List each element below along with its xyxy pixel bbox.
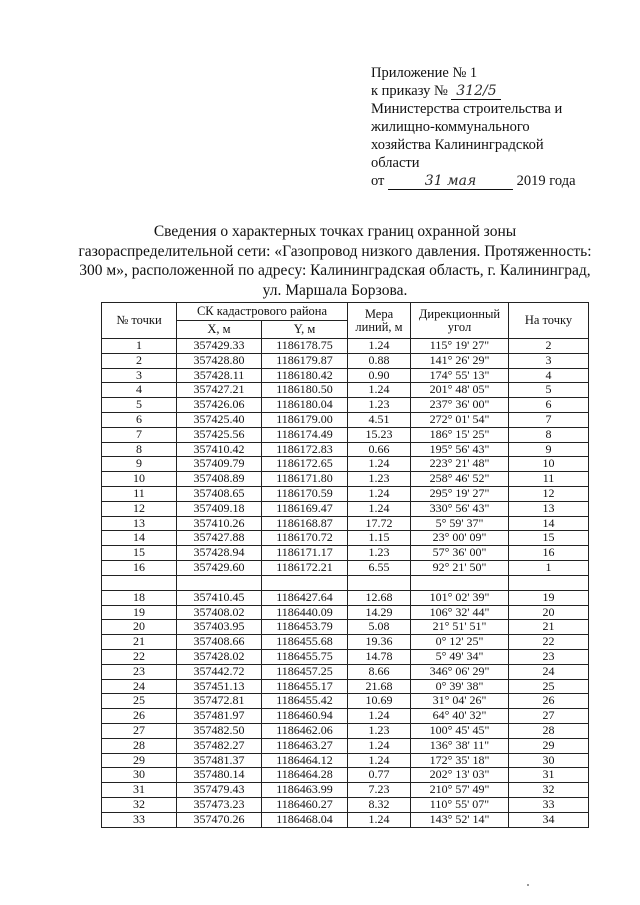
cell-measure: 1.24: [348, 501, 411, 516]
cell-y: [262, 575, 348, 590]
cell-direction: 106° 32' 44": [411, 605, 509, 620]
cell-x: 357425.56: [177, 427, 262, 442]
heading-line-2: газораспределительной сети: «Газопровод низкого давления. Протяженность:: [78, 242, 592, 260]
cell-point: 5: [102, 398, 177, 413]
cell-x: 357403.95: [177, 620, 262, 635]
table-row: [102, 649, 589, 664]
cell-direction: 141° 26' 29": [411, 353, 509, 368]
cell-measure: 1.24: [348, 753, 411, 768]
cell-y: 1186460.27: [262, 797, 348, 812]
header-to-point: На точку: [509, 303, 589, 339]
cell-y: 1186440.09: [262, 605, 348, 620]
cell-to-point: 8: [509, 427, 589, 442]
cell-to-point: 10: [509, 457, 589, 472]
cell-direction: 201° 48' 05": [411, 383, 509, 398]
cell-to-point: 28: [509, 723, 589, 738]
cell-y: 1186171.80: [262, 472, 348, 487]
cell-to-point: 6: [509, 398, 589, 413]
cell-x: 357427.21: [177, 383, 262, 398]
cell-to-point: 5: [509, 383, 589, 398]
table-row: [102, 635, 589, 650]
table-row: [102, 797, 589, 812]
cell-x: 357428.80: [177, 353, 262, 368]
cell-x: 357408.89: [177, 472, 262, 487]
cell-to-point: 21: [509, 620, 589, 635]
cell-measure: 17.72: [348, 516, 411, 531]
table-body: [102, 339, 589, 828]
cell-x: 357428.02: [177, 649, 262, 664]
table-row: [102, 442, 589, 457]
cell-point: 4: [102, 383, 177, 398]
cell-to-point: 19: [509, 590, 589, 605]
cell-point: 3: [102, 368, 177, 383]
cell-x: [177, 575, 262, 590]
cell-point: 12: [102, 501, 177, 516]
cell-y: 1186170.72: [262, 531, 348, 546]
ministry-line-4: области: [371, 155, 420, 171]
cell-x: 357409.79: [177, 457, 262, 472]
cell-y: 1186178.75: [262, 339, 348, 354]
table-row: [102, 531, 589, 546]
table-row: [102, 501, 589, 516]
cell-y: 1186455.42: [262, 694, 348, 709]
cell-measure: 15.23: [348, 427, 411, 442]
cell-point: 13: [102, 516, 177, 531]
cell-to-point: 27: [509, 709, 589, 724]
cell-x: 357481.37: [177, 753, 262, 768]
cell-direction: 92° 21' 50": [411, 560, 509, 575]
cell-x: 357482.50: [177, 723, 262, 738]
cell-measure: 1.24: [348, 738, 411, 753]
cell-point: 15: [102, 546, 177, 561]
cell-point: 30: [102, 768, 177, 783]
cell-measure: 6.55: [348, 560, 411, 575]
cell-point: 10: [102, 472, 177, 487]
table-row: [102, 709, 589, 724]
cell-direction: 57° 36' 00": [411, 546, 509, 561]
cell-x: 357425.40: [177, 412, 262, 427]
cell-point: 33: [102, 812, 177, 827]
header-y: Y, м: [262, 321, 348, 339]
table-row: [102, 768, 589, 783]
scan-speck: [527, 884, 529, 886]
cell-to-point: 31: [509, 768, 589, 783]
table-row: [102, 368, 589, 383]
cell-to-point: 29: [509, 738, 589, 753]
cell-x: 357428.94: [177, 546, 262, 561]
cell-to-point: 12: [509, 486, 589, 501]
cell-direction: 223° 21' 48": [411, 457, 509, 472]
cell-y: 1186169.47: [262, 501, 348, 516]
cell-to-point: 3: [509, 353, 589, 368]
heading-line-3: 300 м», расположенной по адресу: Калининградская область, г. Калининград,: [79, 262, 591, 279]
cell-point: 16: [102, 560, 177, 575]
table-row: [102, 723, 589, 738]
heading-line-4: ул. Маршала Борзова.: [262, 281, 408, 299]
cell-x: 357482.27: [177, 738, 262, 753]
cell-point: 1: [102, 339, 177, 354]
cell-measure: 0.90: [348, 368, 411, 383]
table-row: [102, 664, 589, 679]
cell-to-point: 4: [509, 368, 589, 383]
appendix-block: [371, 64, 611, 190]
cell-to-point: 2: [509, 339, 589, 354]
cell-measure: 21.68: [348, 679, 411, 694]
cell-x: 357429.60: [177, 560, 262, 575]
table-row: [102, 412, 589, 427]
cell-y: 1186180.42: [262, 368, 348, 383]
cell-to-point: 1: [509, 560, 589, 575]
cell-measure: 8.32: [348, 797, 411, 812]
cell-x: 357410.42: [177, 442, 262, 457]
cell-direction: 172° 35' 18": [411, 753, 509, 768]
cell-direction: 5° 49' 34": [411, 649, 509, 664]
cell-y: 1186180.04: [262, 398, 348, 413]
table-row: [102, 590, 589, 605]
cell-y: 1186468.04: [262, 812, 348, 827]
table-row: [102, 383, 589, 398]
cell-y: 1186455.75: [262, 649, 348, 664]
cell-measure: 14.78: [348, 649, 411, 664]
cell-measure: 10.69: [348, 694, 411, 709]
cell-direction: 295° 19' 27": [411, 486, 509, 501]
cell-to-point: 25: [509, 679, 589, 694]
cell-x: 357410.45: [177, 590, 262, 605]
cell-to-point: 11: [509, 472, 589, 487]
cell-direction: 31° 04' 26": [411, 694, 509, 709]
cell-measure: 8.66: [348, 664, 411, 679]
cell-to-point: 7: [509, 412, 589, 427]
cell-measure: 1.23: [348, 472, 411, 487]
boundary-points-table: [101, 302, 589, 828]
table-row: [102, 472, 589, 487]
cell-measure: 0.66: [348, 442, 411, 457]
cell-measure: 1.15: [348, 531, 411, 546]
cell-measure: 1.24: [348, 339, 411, 354]
cell-point: 11: [102, 486, 177, 501]
cell-point: 26: [102, 709, 177, 724]
cell-to-point: 13: [509, 501, 589, 516]
cell-measure: 4.51: [348, 412, 411, 427]
table-row: [102, 516, 589, 531]
cell-direction: 23° 00' 09": [411, 531, 509, 546]
cell-y: 1186460.94: [262, 709, 348, 724]
cell-x: 357481.97: [177, 709, 262, 724]
cell-x: 357473.23: [177, 797, 262, 812]
table-row: [102, 620, 589, 635]
cell-point: 14: [102, 531, 177, 546]
cell-to-point: 24: [509, 664, 589, 679]
cell-direction: 100° 45' 45": [411, 723, 509, 738]
cell-y: 1186462.06: [262, 723, 348, 738]
cell-point: [102, 575, 177, 590]
cell-direction: 64° 40' 32": [411, 709, 509, 724]
cell-y: 1186463.99: [262, 783, 348, 798]
cell-direction: 186° 15' 25": [411, 427, 509, 442]
table-row: [102, 753, 589, 768]
cell-x: 357428.11: [177, 368, 262, 383]
cell-to-point: 32: [509, 783, 589, 798]
cell-y: 1186427.64: [262, 590, 348, 605]
cell-direction: 5° 59' 37": [411, 516, 509, 531]
cell-measure: 1.24: [348, 709, 411, 724]
cell-direction: 210° 57' 49": [411, 783, 509, 798]
cell-to-point: 14: [509, 516, 589, 531]
cell-x: 357427.88: [177, 531, 262, 546]
cell-point: 27: [102, 723, 177, 738]
order-prefix: к приказу №: [371, 83, 448, 99]
appendix-title: Приложение № 1: [371, 65, 478, 81]
cell-to-point: 9: [509, 442, 589, 457]
cell-direction: 101° 02' 39": [411, 590, 509, 605]
cell-measure: 5.08: [348, 620, 411, 635]
table-row: [102, 694, 589, 709]
cell-measure: 1.24: [348, 812, 411, 827]
table-row: [102, 339, 589, 354]
date-suffix: 2019 года: [516, 173, 576, 189]
cell-to-point: 30: [509, 753, 589, 768]
cell-y: 1186172.65: [262, 457, 348, 472]
cell-direction: 272° 01' 54": [411, 412, 509, 427]
cell-x: 357426.06: [177, 398, 262, 413]
cell-y: 1186172.21: [262, 560, 348, 575]
cell-x: 357479.43: [177, 783, 262, 798]
table-row: [102, 560, 589, 575]
cell-y: 1186170.59: [262, 486, 348, 501]
header-coordinate-system: СК кадастрового района: [177, 303, 348, 321]
cell-y: 1186464.28: [262, 768, 348, 783]
cell-measure: 0.88: [348, 353, 411, 368]
table-row: [102, 738, 589, 753]
cell-y: 1186464.12: [262, 753, 348, 768]
cell-to-point: 16: [509, 546, 589, 561]
cell-x: 357408.02: [177, 605, 262, 620]
cell-direction: 21° 51' 51": [411, 620, 509, 635]
table-row: [102, 353, 589, 368]
cell-direction: 174° 55' 13": [411, 368, 509, 383]
cell-point: 19: [102, 605, 177, 620]
ministry-line-2: жилищно-коммунального: [371, 119, 530, 135]
table-row: [102, 457, 589, 472]
table-row: [102, 783, 589, 798]
header-line-measure: Мера линий, м: [348, 303, 411, 339]
cell-y: 1186180.50: [262, 383, 348, 398]
cell-x: 357410.26: [177, 516, 262, 531]
document-heading: [70, 222, 600, 300]
heading-line-1: Сведения о характерных точках границ охранной зоны: [153, 223, 517, 240]
cell-measure: 12.68: [348, 590, 411, 605]
cell-measure: 1.23: [348, 398, 411, 413]
cell-to-point: 34: [509, 812, 589, 827]
cell-y: 1186172.83: [262, 442, 348, 457]
cell-direction: 258° 46' 52": [411, 472, 509, 487]
cell-point: 29: [102, 753, 177, 768]
cell-measure: 1.23: [348, 723, 411, 738]
date-prefix: от: [371, 173, 385, 189]
cell-direction: 143° 52' 14": [411, 812, 509, 827]
cell-direction: 136° 38' 11": [411, 738, 509, 753]
cell-y: 1186455.68: [262, 635, 348, 650]
cell-direction: 110° 55' 07": [411, 797, 509, 812]
cell-measure: 1.24: [348, 457, 411, 472]
cell-y: 1186171.17: [262, 546, 348, 561]
cell-y: 1186179.00: [262, 412, 348, 427]
cell-x: 357451.13: [177, 679, 262, 694]
cell-point: 21: [102, 635, 177, 650]
cell-point: 23: [102, 664, 177, 679]
cell-point: 28: [102, 738, 177, 753]
header-point-number: № точки: [102, 303, 177, 339]
cell-point: 22: [102, 649, 177, 664]
cell-y: 1186457.25: [262, 664, 348, 679]
cell-measure: 14.29: [348, 605, 411, 620]
cell-y: 1186179.87: [262, 353, 348, 368]
cell-x: 357480.14: [177, 768, 262, 783]
date-handwritten: 31 мая: [388, 174, 513, 190]
cell-to-point: [509, 575, 589, 590]
table-row: [102, 575, 589, 590]
cell-measure: 1.24: [348, 486, 411, 501]
cell-direction: 195° 56' 43": [411, 442, 509, 457]
cell-point: 24: [102, 679, 177, 694]
cell-x: 357408.66: [177, 635, 262, 650]
cell-measure: [348, 575, 411, 590]
order-number-handwritten: 312/5: [451, 84, 501, 100]
cell-x: 357442.72: [177, 664, 262, 679]
cell-x: 357409.18: [177, 501, 262, 516]
cell-y: 1186453.79: [262, 620, 348, 635]
table-row: [102, 486, 589, 501]
order-date: [371, 172, 611, 190]
cell-measure: 0.77: [348, 768, 411, 783]
cell-x: 357429.33: [177, 339, 262, 354]
cell-to-point: 20: [509, 605, 589, 620]
table-row: [102, 679, 589, 694]
table-row: [102, 546, 589, 561]
cell-direction: 346° 06' 29": [411, 664, 509, 679]
table-row: [102, 605, 589, 620]
cell-measure: 7.23: [348, 783, 411, 798]
cell-measure: 1.23: [348, 546, 411, 561]
ministry-line-3: хозяйства Калининградской: [371, 137, 544, 153]
cell-y: 1186168.87: [262, 516, 348, 531]
cell-point: 31: [102, 783, 177, 798]
cell-x: 357472.81: [177, 694, 262, 709]
cell-direction: [411, 575, 509, 590]
cell-x: 357408.65: [177, 486, 262, 501]
cell-point: 9: [102, 457, 177, 472]
table-row: [102, 427, 589, 442]
cell-x: 357470.26: [177, 812, 262, 827]
cell-point: 8: [102, 442, 177, 457]
table-row: [102, 812, 589, 827]
cell-point: 25: [102, 694, 177, 709]
cell-direction: 0° 39' 38": [411, 679, 509, 694]
cell-to-point: 15: [509, 531, 589, 546]
cell-point: 7: [102, 427, 177, 442]
cell-to-point: 23: [509, 649, 589, 664]
cell-to-point: 22: [509, 635, 589, 650]
header-x: X, м: [177, 321, 262, 339]
cell-measure: 19.36: [348, 635, 411, 650]
cell-direction: 115° 19' 27": [411, 339, 509, 354]
header-direction-angle: Дирекционный угол: [411, 303, 509, 339]
ministry-line-1: Министерства строительства и: [371, 101, 563, 117]
cell-point: 2: [102, 353, 177, 368]
cell-point: 32: [102, 797, 177, 812]
cell-y: 1186174.49: [262, 427, 348, 442]
cell-point: 18: [102, 590, 177, 605]
cell-to-point: 33: [509, 797, 589, 812]
cell-point: 6: [102, 412, 177, 427]
cell-measure: 1.24: [348, 383, 411, 398]
table-row: [102, 398, 589, 413]
order-reference: [371, 82, 611, 100]
cell-y: 1186455.17: [262, 679, 348, 694]
cell-direction: 0° 12' 25": [411, 635, 509, 650]
cell-to-point: 26: [509, 694, 589, 709]
cell-direction: 330° 56' 43": [411, 501, 509, 516]
cell-direction: 237° 36' 00": [411, 398, 509, 413]
cell-direction: 202° 13' 03": [411, 768, 509, 783]
cell-point: 20: [102, 620, 177, 635]
cell-y: 1186463.27: [262, 738, 348, 753]
